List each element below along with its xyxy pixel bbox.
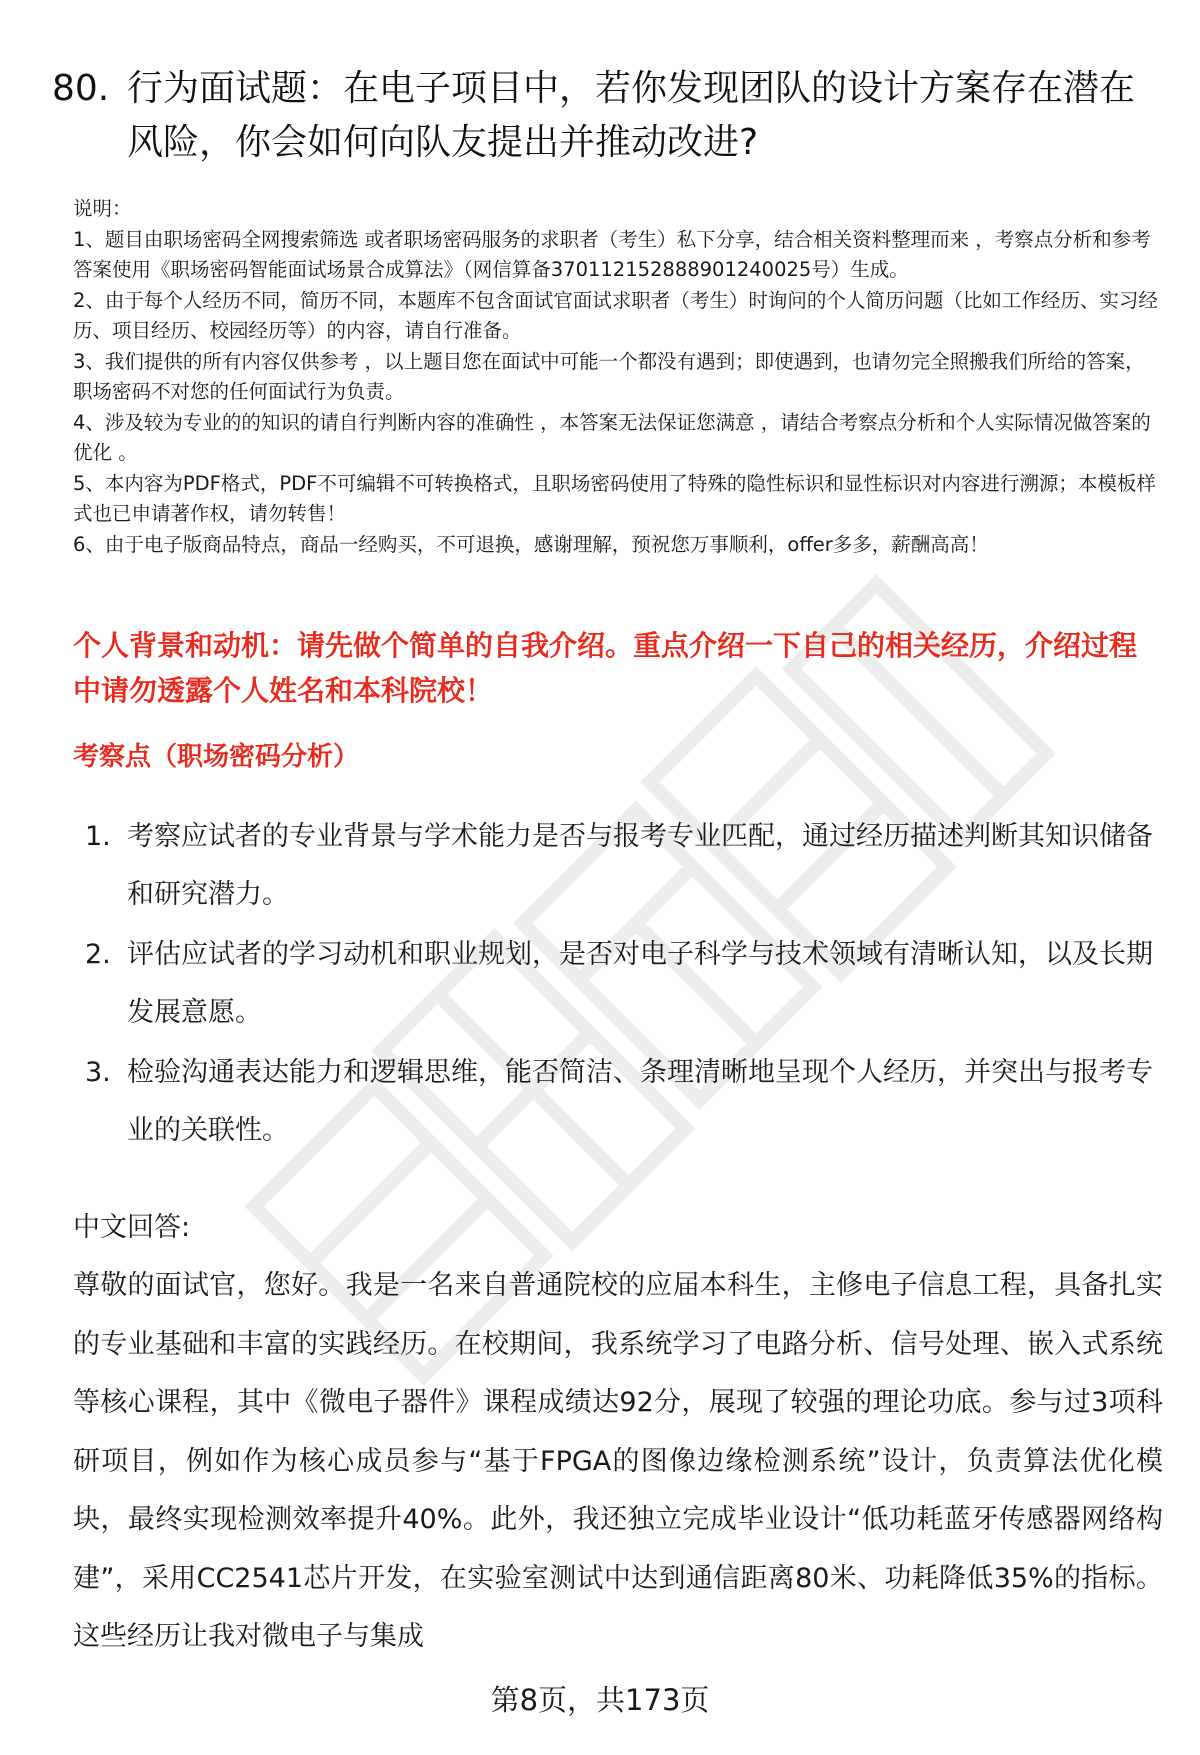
disclaimer-notes (73, 194, 1163, 560)
notes-line: 4、涉及较为专业的的知识的请自行判断内容的准确性 ，本答案无法保证您满意 ，请结合考察点分析和个人实际情况做答案的优化 。 (73, 410, 1151, 464)
key-points-list (73, 808, 1163, 1162)
list-index: 2. (85, 939, 111, 970)
list-text: 检验沟通表达能力和逻辑思维，能否简洁、条理清晰地呈现个人经历，并突出与报考专业的关联性。 (127, 1057, 1153, 1146)
list-text: 评估应试者的学习动机和职业规划，是否对电子科学与技术领域有清晰认知，以及长期发展意愿。 (127, 939, 1153, 1028)
notes-line: 1、题目由职场密码全网搜索筛选 或者职场密码服务的求职者（考生）私下分享，结合相关资料整理而来 ，考察点分析和参考答案使用《职场密码智能面试场景合成算法》（网信算备370112152888901240025号）生成。 (73, 227, 1151, 281)
question-number: 80. (52, 68, 110, 109)
answer-label: 中文回答: (73, 1212, 191, 1243)
list-index: 1. (85, 821, 111, 852)
notes-line: 2、由于每个人经历不同，简历不同，本题库不包含面试官面试求职者（考生）时询问的个人简历问题（比如工作经历、实习经历、项目经历、校园经历等）的内容，请自行准备。 (73, 288, 1158, 342)
background-heading: 个人背景和动机：请先做个简单的自我介绍。重点介绍一下自己的相关经历，介绍过程中请勿透露个人姓名和本科院校！ (73, 629, 1138, 707)
list-text: 考察应试者的专业背景与学术能力是否与报考专业匹配，通过经历描述判断其知识储备和研究潜力。 (127, 821, 1153, 910)
question-text: 行为面试题：在电子项目中，若你发现团队的设计方案存在潜在风险，你会如何向队友提出并推动改进? (127, 68, 1136, 163)
list-item (73, 926, 1163, 1042)
notes-line: 6、由于电子版商品特点，商品一经购买，不可退换，感谢理解，预祝您万事顺利，offer多多，薪酬高高！ (73, 532, 989, 556)
question-title (52, 62, 1162, 170)
notes-line: 3、我们提供的所有内容仅供参考 ，以上题目您在面试中可能一个都没有遇到；即使遇到，也请勿完全照搬我们所给的答案，职场密码不对您的任何面试行为负责。 (73, 349, 1145, 403)
page-footer: 第8页，共173页 (490, 1683, 710, 1717)
notes-line: 5、本内容为PDF格式，PDF不可编辑不可转换格式，且职场密码使用了特殊的隐性标识和显性标识对内容进行溯源；本模板样式也已申请著作权，请勿转售！ (73, 471, 1156, 525)
notes-line: 说明： (73, 197, 132, 220)
answer-text: 尊敬的面试官，您好。我是一名来自普通院校的应届本科生，主修电子信息工程，具备扎实的专业基础和丰富的实践经历。在校期间，我系统学习了电路分析、信号处理、嵌入式系统等核心课程，其中《微电子器件》课程成绩达92分，展现了较强的理论功底。参与过3项科研项目，例如作为核心成员参与“基于FPGA的图像边缘检测系统”设计，负责算法优化模块，最终实现检测效率提升40%。此外，我还独立完成毕业设计“低功耗蓝牙传感器网络构建”，采用CC2541芯片开发，在实验室测试中达到通信距离80米、功耗降低35%的指标。这些经历让我对微电子与集成 (73, 1270, 1163, 1652)
list-item (73, 1044, 1163, 1160)
key-points-heading: 考察点（职场密码分析） (73, 742, 360, 772)
list-index: 3. (85, 1057, 111, 1088)
list-item (73, 808, 1163, 924)
